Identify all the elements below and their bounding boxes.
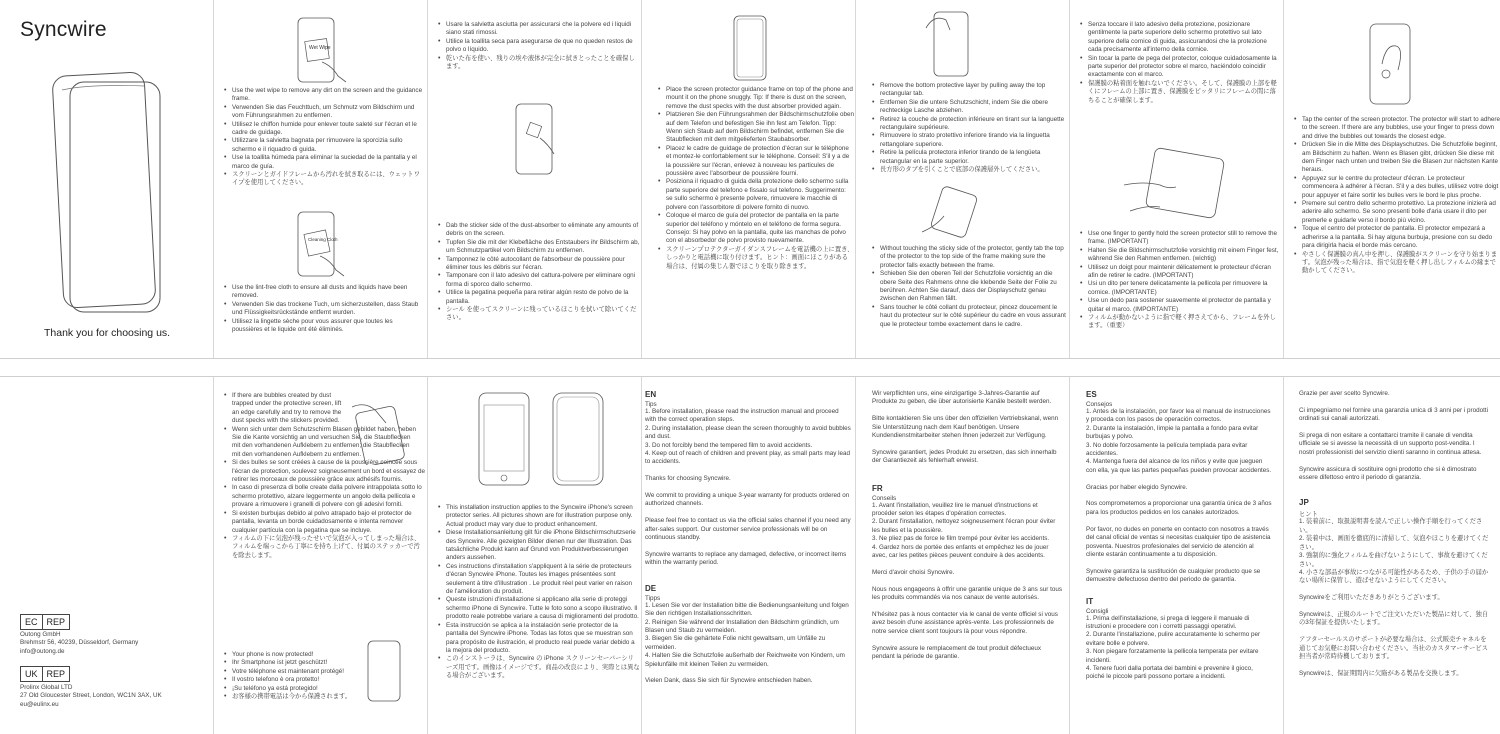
instruction: • Your phone is now protected! xyxy=(226,651,366,659)
hold-protector-illustration xyxy=(1120,145,1230,225)
instruction: • Place the screen protector guidance frame on top of the phone and mount it on the phone snuggly. Tip: If there is dust on the screen, remove the dust specks with the dust absorber provided again. xyxy=(660,86,854,111)
remove-layer-instructions xyxy=(864,82,1068,174)
instruction: • Usare la salvietta asciutta per assicurarsi che la polvere ed i liquidi siano stati rimossi. xyxy=(440,21,640,38)
instruction: • Posiziona il riquadro di guida della protezione dello schermo sulla parte superiore del telefono e fissalo sul telefono. Suggerimento: se sullo schermo è presente polvere, rimuovere le macchie di polvere con l'assorbitore di polvere fornito di nuovo. xyxy=(660,178,854,212)
instruction: • このインストーラは、Syncwire の iPhone スクリーンセーバーシリーズ用です。画像はイメージです。商品の改良により、実際とは異なる場合がございます。 xyxy=(440,655,640,680)
ec-rep-address: Outong GmbH Brehmstr 56, 40239, Düsseldorf, Germany info@outong.de xyxy=(20,631,139,655)
divider xyxy=(1283,376,1284,734)
divider xyxy=(641,376,642,734)
instruction: • 乾いた布を使い、残りの埃や液体が完全に拭きとったことを確保します。 xyxy=(440,55,640,72)
instruction: • Drücken Sie in die Mitte des Displayschutzes. Die Schutzfolie beginnt, am Bildschirm zu haften. Wenn es Blasen gibt, drücken Sie diese mit dem Finger nach unten und treiben Sie die Blasen zur nächsten Kante heraus. xyxy=(1296,141,1500,175)
de-tips-heading: Tipps xyxy=(645,594,661,602)
en-heading: EN xyxy=(645,390,657,399)
applicability-panel xyxy=(428,377,641,734)
align-protector-instructions-cont xyxy=(1072,21,1282,105)
instruction: • Halten Sie die Bildschirmschutzfolie vorsichtig mit einem Finger fest, während Sie den Rahmen entfernen. (wichtig) xyxy=(1082,247,1282,264)
instruction: • Verwenden Sie das trockene Tuch, um sicherzustellen, dass Staub und Flüssigkeitsrückstände entfernt wurden. xyxy=(226,301,424,318)
rep-box: REP xyxy=(42,666,71,682)
it-continued: Grazie per aver scelto Syncwire. Ci impegniamo nel fornire una garanzia unica di 3 anni per i prodotti ordinati sui canali autorizzati. Si prega di non esitare a contattarci tramite il canale di vendita ufficiale se si avesse la necessità di un supporto post-vendita. I nostri professionisti del servizio clienti saranno in continua attesa. Syncwire assicura di sostituire ogni prodotto che si è dimostrato essere difettoso entro il periodo di garanzia. xyxy=(1299,390,1489,482)
representative-panel xyxy=(0,377,213,734)
instruction: • Ces instructions d'installation s'appliquent à la série de protecteurs d'écran Syncwire iPhone. Toutes les images présentées sont seulement à titre d'illustration . Le produit réel peut varier en raison de l'amélioration du produit. xyxy=(440,563,640,597)
it-tips-heading: Consigli xyxy=(1086,607,1109,615)
instruction: • Rimuovere lo strato protettivo inferiore tirando via la linguetta rettangolare superiore. xyxy=(874,132,1068,149)
instruction: • Tap the center of the screen protector. The protector will start to adhere to the screen. If there are any bubbles, use your finger to press down and drive the bubbles out towards the closest edge. xyxy=(1296,116,1500,141)
jp-heading: JP xyxy=(1299,498,1309,508)
instruction: • Sin tocar la parte de pega del protector, coloque cuidadosamente la parte superior del protector sobre el marco, haciéndolo coincidir exactamente con el marco. xyxy=(1082,55,1282,80)
instruction: • ¡Su teléfono ya está protegido! xyxy=(226,685,366,693)
instruction: • If there are bubbles created by dust trapped under the protective screen, lift an edge carefully and try to remove the dust specks with the stickers provided. xyxy=(226,392,342,426)
instruction: • Use la toallita húmeda para eliminar la suciedad de la pantalla y el marco de guía. xyxy=(226,154,424,171)
dry-cloth-instructions-cont xyxy=(430,21,640,71)
protected-phone-illustration xyxy=(364,639,404,705)
cover-panel xyxy=(0,0,213,358)
instruction: • Wenn sich unter dem Schutzschirm Blasen gebildet haben, heben Sie die Kante vorsichtig an und versuchen Sie, die Staubflecken mit den vorhandenen Aufklebern zu entfernen; die Staubflecken mit den vorhandenen Aufklebern zu entfernen. xyxy=(226,426,417,460)
bubbles-panel xyxy=(214,377,427,734)
instruction: • Entfernen Sie die untere Schutzschicht, indem Sie die obere rechteckige Lasche abziehen. xyxy=(874,99,1068,116)
step-tap-center-panel xyxy=(1284,0,1500,358)
brand-logo: Syncwire xyxy=(20,18,107,41)
instruction: • Utilice la toallita seca para asegurarse de que no queden restos de polvo o líquido. xyxy=(440,38,640,55)
instruction: • Il vostro telefono è ora protetto! xyxy=(226,676,366,684)
guidance-frame-illustration xyxy=(730,14,770,84)
wet-wipe-instructions xyxy=(216,87,424,188)
instruction: • Diese Installationsanleitung gilt für die iPhone Bildschirmschutzserie des Syncwire. Alle gezeigten Bilder dienen nur der Illustration. Das tatsächliche Produkt kann auf Grund von Produktverbesserungen anders aussehen. xyxy=(440,529,640,563)
step-remove-layer-panel xyxy=(856,0,1069,358)
guidance-frame-instructions xyxy=(650,86,854,271)
dust-absorber-illustration xyxy=(508,100,568,180)
instruction: • Ihr Smartphone ist jetzt geschützt! xyxy=(226,659,366,667)
en-tips-heading: Tips xyxy=(645,401,657,408)
instruction: • Utilice la pegatina pequeña para retirar algún resto de polvo de la pantalla. xyxy=(440,289,640,306)
tap-center-illustration xyxy=(1362,20,1422,110)
phone-with-protector-illustration xyxy=(48,70,168,320)
cloth-label: Cleaning Cloth xyxy=(308,237,338,242)
instruction: • Remove the bottom protective layer by pulling away the top rectangular tab. xyxy=(874,82,1068,99)
step-dust-absorber-panel xyxy=(428,0,641,358)
align-protector-instructions xyxy=(864,245,1068,329)
it-jp-panel xyxy=(1299,390,1491,730)
instruction: • Without touching the sticky side of the protector, gently tab the top of the protector to the top side of the frame making sure the protector falls exactly between the frame. xyxy=(874,245,1068,270)
instruction: • Schieben Sie den oberen Teil der Schutzfolie vorsichtig an die obere Seite des Rahmens ohne die klebende Seite der Folie zu berühren. Achten Sie darauf, dass der Displayschutz genau zwischen den Rahmen fällt. xyxy=(874,270,1068,304)
fr-tips-heading: Conseils xyxy=(872,494,897,502)
instruction: • Use the wet wipe to remove any dirt on the screen and the guidance frame. xyxy=(226,87,424,104)
instruction: • Usi un dito per tenere delicatamente la pellicola per rimuovere la cornice. (IMPORTANTE) xyxy=(1082,280,1282,297)
instruction: • やさしく保護膜の真ん中を押し、保護膜がスクリーンを守り始まります。気泡が残った場合は、指で気泡を軽く押し出しフィルムの縁まで動かしてください。 xyxy=(1296,251,1500,276)
instruction: • Utilisez un doigt pour maintenir délicatement le protecteur d'écran afin de retirer le cadre. (IMPORTANT) xyxy=(1082,264,1282,281)
rep-box: REP xyxy=(42,614,71,630)
uk-box: UK xyxy=(20,666,43,682)
instruction: • Utilisez la lingette sèche pour vous assurer que toutes les poussières et le liquide ont été éliminés. xyxy=(226,318,424,335)
step-wet-wipe-panel xyxy=(214,0,427,358)
instruction: • Si existen burbujas debido al polvo atrapado bajo el protector de pantalla, levanta un borde cuidadosamente e intenta remover cualquier partícula con la pegatina que se incluye. xyxy=(226,510,426,535)
fold-line xyxy=(0,358,1500,359)
instruction: • Verwenden Sie das Feuchttuch, um Schmutz vom Bildschirm und vom Führungsrahmen zu entfernen. xyxy=(226,104,424,121)
en-de-panel xyxy=(645,390,851,730)
cleaning-cloth-illustration xyxy=(292,210,352,280)
wipe-label: Wet Wipe xyxy=(309,45,331,51)
iphone-models-illustration xyxy=(473,389,613,489)
step-guidance-frame-panel xyxy=(642,0,855,358)
instruction: • シール を使ってスクリーンに残っているほこりを拭いて除いてください。 xyxy=(440,306,640,323)
uk-rep-label xyxy=(20,664,69,682)
hold-protector-instructions xyxy=(1072,230,1282,331)
ec-box: EC xyxy=(20,614,43,630)
instruction: • 保護膜の粘着面を触れないでください。そして、保護膜の上部を軽くにフレームの上部に置き、保護膜をピッタリにフレームの間に落ちることが確保します。 xyxy=(1082,80,1282,105)
instruction: • Sans toucher le côté collant du protecteur, pincez doucement le haut du protecteur sur le côté supérieur du cadre en vous assurant que le protecteur tombe exactement dans le cadre. xyxy=(874,304,1068,329)
de-heading: DE xyxy=(645,583,657,593)
it-heading: IT xyxy=(1086,596,1094,606)
divider xyxy=(855,376,856,734)
instruction: • フィルムの下に気泡が残ったせいで気泡が入ってしまった場合は、フィルムを端っこから丁寧にを持ち上げて、付属のステッカーで汚を除去します。 xyxy=(226,535,426,560)
protected-messages xyxy=(216,651,366,701)
wet-wipe-illustration xyxy=(292,14,352,84)
instruction: • In caso di presenza di bolle create dalla polvere intrappolata sotto lo schermo protettivo, alzare leggermente un angolo della pellicola e provare a rimuovere i granelli di polvere con gli adesivi forniti. xyxy=(226,484,426,509)
es-it-panel xyxy=(1086,390,1272,730)
instruction: • お客様の携帯電話は今から保護されます。 xyxy=(226,693,366,701)
instruction: • Toque el centro del protector de pantalla. El protector empezará a adherirse a la pantalla. Si hay alguna burbuja, presione con su dedo para dirigirla hacia el borde más cercano. xyxy=(1296,225,1500,250)
applicability-notes xyxy=(430,504,640,681)
instruction: • Use the lint-free cloth to ensure all dusts and liquids have been removed. xyxy=(226,284,424,301)
ec-rep-label xyxy=(20,612,69,630)
instruction: • Tamponare con il lato adesivo del cattura-polvere per eliminare ogni forma di sporco dallo schermo. xyxy=(440,272,640,289)
instruction: • Tupfen Sie die mit der Klebefläche des Entstaubers ihr Bildschirm ab, um Schmutzpartikel vom Bildschirm zu entfernen. xyxy=(440,239,640,256)
instruction: • フィルムが動かないように指で軽く押さえてから、フレームを外します。（重要） xyxy=(1082,314,1282,331)
instruction: • Tamponnez le côté autocollant de l'absorbeur de poussière pour éliminer tous les débris sur l'écran. xyxy=(440,256,640,273)
step-hold-protector-panel xyxy=(1070,0,1283,358)
peel-layer-illustration xyxy=(916,8,986,78)
instruction: • Utilisez le chiffon humide pour enlever toute saleté sur l'écran et le cadre de guidage. xyxy=(226,121,424,138)
instruction: • Retire la película protectora inferior tirando de la lengüeta rectangular en la parte superior. xyxy=(874,149,1068,166)
tap-center-instructions xyxy=(1286,116,1500,276)
en-body: 1. Before installation, please read the instruction manual and proceed with the correct operation steps. 2. During installation, please clean the screen thoroughly to avoid bubbles and dust. 3. Do not forcibly bend the tempered film to avoid accidents. 4. Keep out of reach of children and prevent play, as small parts may lead to accidents. Thanks for choosing Syncwire. We commit to providing a unique 3-year warranty for products ordered on authorized channels. Please feel free to contact us via the official sales channel if you need any after-sales support. Our customer service professionals will be on continuous standby. Syncwire warrants to replace any damaged, defective, or incorrect items within the warranty period. xyxy=(645,408,851,567)
de-body: 1. Lesen Sie vor der Installation bitte die Bedienungsanleitung und folgen Sie den richtigen Installationsschritten. 2. Reinigen Sie während der Installation den Bildschirm gründlich, um Blasen und Staub zu vermeiden. 3. Biegen Sie die gehärtete Folie nicht gewaltsam, um Unfälle zu vermeiden. 4. Halten Sie die Schutzfolie außerhalb der Reichweite von Kindern, um Spielunfälle mit kleinen Teilen zu vermeiden. Vielen Dank, dass Sie sich für Syncwire entschieden haben. xyxy=(645,601,849,685)
instruction: • 長方形のタブを引くことで底部の保護層外してください。 xyxy=(874,166,1068,174)
dry-cloth-instructions xyxy=(216,284,424,334)
instruction: • Premere sul centro dello schermo protettivo. La protezione inizierà ad aderire allo schermo. Se sono presenti bolle d'aria usare il dito per premerle e guidarle verso il bordo più vicino. xyxy=(1296,200,1500,225)
instruction: • This installation instruction applies to the Syncwire iPhone's screen protector series. All pictures shown are for illustration purpose only. Actual product may vary due to product enhancement. xyxy=(440,504,640,529)
instruction: • Queste istruzioni d'installazione si applicano alla serie di proteggi schermo iPhone di Syncwire. Tutte le foto sono a scopo illustrativo. Il prodotto reale potrebbe variare a causa di miglioramenti del prodotto. xyxy=(440,596,640,621)
instruction: • Senza toccare il lato adesivo della protezione, posizionare gentilmente la parte superiore dello schermo protettivo sul lato superiore della cornice di guida, assicurandosi che la protezione cada precisamente all'interno della cornice. xyxy=(1082,21,1282,55)
instruction: • Placez le cadre de guidage de protection d'écran sur le téléphone et montez-le confortablement sur le téléphone. Conseil: S'il y a de la poussière sur l'écran, enlevez à nouveau les particules de poussière avec l'absorbeur de poussière fourni. xyxy=(660,145,854,179)
thanks-text: Thank you for choosing us. xyxy=(44,327,171,339)
instruction: • Coloque el marco de guía del protector de pantalla en la parte superior del teléfono y móntelo en el teléfono de forma segura. Consejo: Si hay polvo en la pantalla, quite las manchas de polvo con el absorbedor de polvo provisto nuevamente. xyxy=(660,212,854,246)
bubbles-instructions xyxy=(216,392,426,560)
instruction: • Utilizzare la salvietta bagnata per rimuovere la sporcizia sullo schermo e il riquadro di guida. xyxy=(226,137,424,154)
dust-absorber-instructions xyxy=(430,222,640,323)
instruction: • Votre téléphone est maintenant protégé! xyxy=(226,668,366,676)
de-fr-panel xyxy=(872,390,1062,730)
es-body: 1. Antes de la instalación, por favor lea el manual de instrucciones y proceda con los pasos de operación correctos. 2. Durante la instalación, limpie la pantalla a fondo para evitar burbujas y polvo. 3. No doble forzosamente la película templada para evitar accidentes. 4. Mantenga fuera del alcance de los niños y evite que jueguen con ella, ya que las partes pequeñas pueden provocar accidentes. Gracias por haber elegido Syncwire. Nos comprometemos a proporcionar una garantía única de 3 años para los productos pedidos en los canales autorizados. Por favor, no dudes en ponerte en contacto con nosotros a través del canal oficial de ventas si necesitas cualquier tipo de asistencia posventa. Nuestros profesionales del servicio de atención al cliente estarán continuamente a tu disposición. Syncwire garantiza la sustitución de cualquier producto que se demuestre defectuoso dentro del periodo de garantía. xyxy=(1086,408,1272,584)
instruction: • Use one finger to gently hold the screen protector still to remove the frame. (IMPORTANT) xyxy=(1082,230,1282,247)
instruction: • Platzieren Sie den Führungsrahmen der Bildschirmschutzfolie oben auf dem Telefon und befestigen Sie ihn fest am Telefon. Tipp: Wenn sich Staub auf dem Bildschirm befindet, entfernen Sie die Staubflecken mit dem mitgelieferten Staubabsorber. xyxy=(660,111,854,145)
instruction: • Dab the sticker side of the dust-absorber to eliminate any amounts of debris on the screen. xyxy=(440,222,640,239)
instruction: • スクリーンプロテクターガイダンスフレームを電話機の上に置き、しっかりと電話機に取り付けます。ヒント：画面にほこりがある場合は、付属の集じん器でほこりを取り除きます。 xyxy=(660,246,854,271)
instruction: • Use un dedo para sostener suavemente el protector de pantalla y quitar el marco. (IMPORTANTE) xyxy=(1082,297,1282,314)
de-continued: Wir verpflichten uns, eine einzigartige 3-Jahres-Garantie auf Produkte zu geben, die über autorisierte Kanäle bestellt werden. Bitte kontaktieren Sie uns über den offiziellen Vertriebskanal, wenn Sie Unterstützung nach dem Kauf benötigen. Unsere Kundendienstmitarbeiter stehen Ihnen jederzeit zur Verfügung. Syncwire garantiert, jedes Produkt zu ersetzen, das sich innerhalb der Garantiezeit als fehlerhaft erweist. xyxy=(872,390,1059,465)
instruction: • Si des bulles se sont créées à cause de la poussière coincée sous l'écran de protection, soulevez soigneusement un bord et essayez de retirer les morceaux de poussière grâce aux adhésifs fournis. xyxy=(226,459,426,484)
fr-body: 1. Avant l'installation, veuillez lire le manuel d'instructions et procéder selon les étapes d'opération correctes. 2. Durant l'installation, nettoyez soigneusement l'écran pour éviter les bulles et la poussière. 3. Ne pliez pas de force le film trempé pour éviter les accidents. 4. Gardez hors de portée des enfants et empêchez les de jouer avec, car les petites pièces peuvent conduire à des accidents. Merci d'avoir choisi Syncwire. Nous nous engageons à offrir une garantie unique de 3 ans sur tous les produits commandés via nos canaux de vente autorisés. N'hésitez pas à nous contacter via le canal de vente officiel si vous avez besoin d'une assistance après-vente. Les professionnels de notre service client sont toujours là pour vous répondre. Syncwire assure le remplacement de tout produit défectueux pendant la période de garantie. xyxy=(872,501,1062,660)
es-heading: ES xyxy=(1086,390,1097,399)
jp-body: 1. 装着前に、取扱説明書を読んで正しい操作手順を行ってください。 2. 装着中は、画面を徹底的に清掃して、気泡やほこりを避けてください。 3. 強制的に強化フィルムを曲げないようにして、事故を避けてください。 4. 小さな部品が事故につながる可能性があるため、子供の手の届かない場所に保管し、遊ばせないようにしてください。 Syncwireをご利用いただきありがとうございます。 Syncwireは、正規のルートでご注文いただいた製品に対して、独自の3年保証を提供いたします。 アフターセールスのサポートが必要な場合は、公式販売チャネルを通じてお気軽にお問い合わせください。当社のカスタマーサービス担当者が常時待機しております。 Syncwireは、保証期間内に欠陥がある製品を交換します。 xyxy=(1299,518,1489,677)
it-body: 1. Prima dell'installazione, si prega di leggere il manuale di istruzioni e procedere con i corretti passaggi operativi. 2. Durante l'installazione, pulire accuratamente lo schermo per evitare bolle e polvere. 3. Non piegare forzatamente la pellicola temperata per evitare incidenti. 4. Tenere fuori dalla portata dei bambini e prevenire il gioco, poiché le piccole parti possono portare a incidenti. xyxy=(1086,614,1261,681)
divider xyxy=(1069,376,1070,734)
uk-rep-address: Prolinx Global LTD 27 Old Gloucester Street, London, WC1N 3AX, UK eu@eulinx.eu xyxy=(20,684,162,708)
instruction: • Esta instrucción se aplica a la instalación serie protector de la pantalla del Syncwire iPhone. Todas las fotos que se muestran son para propósito de ilustración, el producto real puede variar debido a la mejora del producto. xyxy=(440,622,640,656)
jp-tips-heading: ヒント xyxy=(1299,511,1318,519)
instruction: • Retirez la couche de protection inférieure en tirant sur la languette rectangulaire supérieure. xyxy=(874,116,1068,133)
es-tips-heading: Consejos xyxy=(1086,401,1113,408)
instruction: • スクリーンとガイドフレームから汚れを拭き取るには、ウェットワイプを使用してください。 xyxy=(226,171,424,188)
align-protector-illustration xyxy=(916,182,996,242)
instruction: • Appuyez sur le centre du protecteur d'écran. Le protecteur commencera à adhérer à l'écran. S'il y a des bulles, utilisez votre doigt pour appuyer et faire sortir les bulles vers le bord le plus proche. xyxy=(1296,175,1500,200)
fr-heading: FR xyxy=(872,483,883,493)
